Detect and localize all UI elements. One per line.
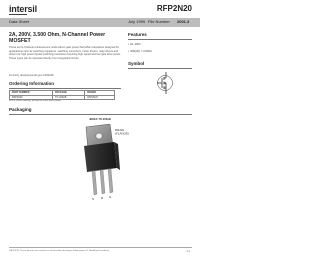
svg-text:G: G xyxy=(109,195,112,199)
table-cell: TO-220AB xyxy=(53,95,85,100)
features-heading: Features xyxy=(128,32,147,37)
ordering-note: NOTE: When ordering, include the entire part number. xyxy=(9,100,62,102)
footer-rule xyxy=(9,247,192,248)
file-number: 2001.3 xyxy=(177,19,190,24)
description: These are N-Channel enhancement mode silicon gate power field effect transistors designed for applications such as switching regulators, switching converters, motor drivers, relay drivers and drivers for high power bipolar switching transistors requiring high speed and low gate drive power. These types can be operated directly from integrated circuits. xyxy=(9,46,121,60)
list-item: •2A, 200V xyxy=(128,42,141,46)
svg-text:D: D xyxy=(101,196,104,200)
symbol-heading: Symbol xyxy=(128,61,145,66)
table-cell: RFP2N20 xyxy=(10,95,53,100)
bullet-icon: • xyxy=(128,49,130,53)
svg-text:S: S xyxy=(92,197,95,201)
doc-type: Data Sheet xyxy=(9,19,30,24)
column-header: PACKAGE xyxy=(53,91,85,96)
logo-underline xyxy=(9,14,27,15)
table-row xyxy=(10,95,115,100)
features-list xyxy=(128,41,192,55)
company-logo: intersil xyxy=(9,4,37,14)
packaging-rule xyxy=(9,114,192,115)
header-bar xyxy=(0,18,200,27)
package-label: JEDEC TO-220AB xyxy=(89,118,111,121)
svg-text:(FLANGE): (FLANGE) xyxy=(115,131,130,136)
features-rule xyxy=(128,39,192,40)
symbol-rule xyxy=(128,68,192,69)
formerly-note: Formerly developmental type TA09230. xyxy=(9,74,55,77)
mosfet-symbol-icon xyxy=(155,71,177,95)
page-number: 4-1 xyxy=(186,250,190,253)
to220-package-icon xyxy=(70,124,130,202)
footer-text: CAUTION: These devices are sensitive to electrostatic discharge; follow proper IC Handling Procedures. xyxy=(9,250,110,252)
doc-date: July 1999 xyxy=(128,19,146,24)
ordering-rule xyxy=(9,88,121,89)
ordering-heading: Ordering Information xyxy=(9,81,54,86)
list-item: •rDS(ON) = 3.500Ω xyxy=(128,49,152,53)
page-title: 2A, 200V, 3.500 Ohm, N-Channel Power MOSFET xyxy=(9,32,106,44)
column-header: PART NUMBER xyxy=(10,91,53,96)
bullet-icon: • xyxy=(128,42,130,46)
svg-text:DRAIN: DRAIN xyxy=(115,128,125,132)
ordering-table xyxy=(9,90,115,100)
part-number: RFP2N20 xyxy=(156,4,192,13)
column-header: BRAND xyxy=(85,91,115,96)
file-number-label: File Number xyxy=(148,19,170,24)
table-cell: RFP2N20 xyxy=(85,95,115,100)
packaging-heading: Packaging xyxy=(9,107,32,112)
